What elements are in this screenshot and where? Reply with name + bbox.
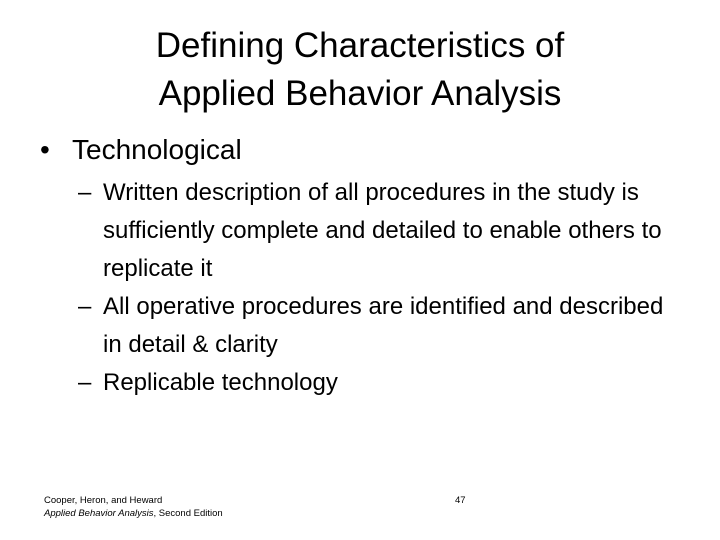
main-bullet xyxy=(40,130,680,170)
footer-citation xyxy=(44,494,223,520)
footer-authors: Cooper, Heron, and Heward xyxy=(44,495,163,506)
slide-title xyxy=(60,22,660,118)
sub-point-text: All operative procedures are identified and described in detail & clarity xyxy=(103,293,664,358)
sub-point-text: Replicable technology xyxy=(103,369,338,396)
sub-point-list xyxy=(78,174,678,402)
sub-point xyxy=(78,364,678,402)
title-line-2: Applied Behavior Analysis xyxy=(158,74,562,113)
bullet-text: Technological xyxy=(72,134,242,165)
page-number: 47 xyxy=(455,495,466,506)
sub-point-text: Written description of all procedures in the study is sufficiently complete and detailed to enable others to replicate it xyxy=(103,179,662,282)
sub-point xyxy=(78,288,678,364)
title-line-1: Defining Characteristics of xyxy=(155,26,565,65)
bullet-marker: • xyxy=(40,134,50,165)
sub-point-marker: – xyxy=(78,179,92,206)
footer-edition: , Second Edition xyxy=(153,508,223,519)
sub-point xyxy=(78,174,678,288)
sub-point-marker: – xyxy=(78,369,92,396)
sub-point-marker: – xyxy=(78,293,92,320)
footer-book-title: Applied Behavior Analysis xyxy=(44,508,154,519)
footer-book-line xyxy=(44,507,223,520)
